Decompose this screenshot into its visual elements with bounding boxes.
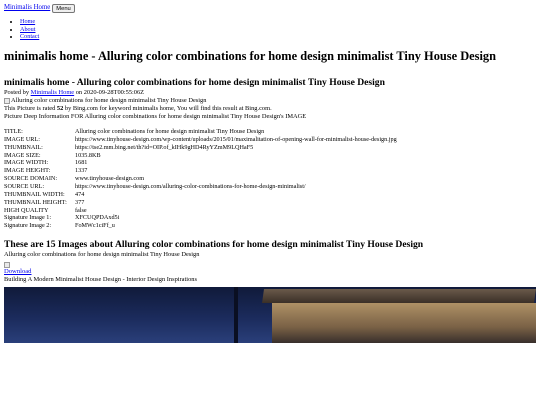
info-row xyxy=(4,214,397,222)
post-date: 2020-09-28T00:55:06Z xyxy=(83,89,145,97)
posted-by-prefix: Posted by xyxy=(4,89,31,97)
deep-info-heading: Picture Deep Information FOR Alluring color combinations for home design minimalist Tiny House Design's IMAGE xyxy=(4,113,307,121)
post-title: minimalis home - Alluring color combinations for home design minimalist Tiny House Design xyxy=(4,77,385,89)
nav-link-about[interactable]: About xyxy=(20,25,36,33)
info-value: www.tinyhouse-design.com xyxy=(75,175,145,183)
download-link[interactable]: Download xyxy=(4,268,32,276)
page-title: minimalis home - Alluring color combinations for home design minimalist Tiny House Design xyxy=(4,49,497,64)
gallery-second-caption: Building A Modern Minimalist House Design - Interior Design Inspirations xyxy=(4,276,197,284)
info-value: false xyxy=(75,206,87,214)
date-prefix: on xyxy=(74,89,84,97)
nav-link-contact[interactable]: Contact xyxy=(20,33,40,41)
info-key: THUMBNAIL HEIGHT: xyxy=(4,198,67,206)
info-row xyxy=(4,159,397,167)
info-key: SOURCE URL: xyxy=(4,183,45,191)
image-info-table xyxy=(4,128,397,230)
info-key: SOURCE DOMAIN: xyxy=(4,175,58,183)
info-row xyxy=(4,175,397,183)
info-row xyxy=(4,167,397,175)
info-value: 1681 xyxy=(75,159,88,167)
main-image-alt-text: Alluring color combinations for home design minimalist Tiny House Design xyxy=(11,97,207,105)
info-value: 1035.8KB xyxy=(75,151,101,159)
info-row xyxy=(4,222,397,230)
rating-value: 52 xyxy=(56,105,64,113)
rating-text xyxy=(4,105,536,113)
info-value: 377 xyxy=(75,198,85,206)
nav-link-home[interactable]: Home xyxy=(20,18,36,25)
top-bar xyxy=(4,3,536,13)
info-key: IMAGE URL: xyxy=(4,135,40,143)
rating-prefix: This Picture is rated xyxy=(4,105,57,113)
rating-suffix: by Bing.com for keyword minimalis home, You will find this result at Bing.com. xyxy=(63,105,272,113)
info-key: THUMBNAIL WIDTH: xyxy=(4,190,65,198)
info-row xyxy=(4,136,397,144)
gallery-first-caption: Alluring color combinations for home design minimalist Tiny House Design xyxy=(4,251,200,259)
broken-image-icon xyxy=(4,98,10,104)
info-key: Signature Image 2: xyxy=(4,222,52,230)
info-row xyxy=(4,128,397,136)
image-info-body xyxy=(4,128,397,230)
main-image xyxy=(4,97,536,105)
info-value: https://www.tinyhouse-design.com/wp-content/uploads/2015/01/maximalitation-of-opening-wall-for-minimalist-house-design.jpg xyxy=(75,135,397,143)
nav-menu xyxy=(4,18,536,41)
house-photo[interactable] xyxy=(4,287,536,343)
author-link[interactable]: Minimalis Home xyxy=(30,89,75,97)
nav-item-about xyxy=(20,26,536,34)
info-value: XFCUQPDAxd5i xyxy=(75,214,120,222)
info-row xyxy=(4,191,397,199)
info-value: 474 xyxy=(75,190,85,198)
post-meta xyxy=(4,89,536,97)
info-row xyxy=(4,152,397,160)
gallery-heading: These are 15 Images about Alluring color combinations for home design minimalist Tiny House Design xyxy=(4,239,424,251)
info-key: THUMBNAIL: xyxy=(4,143,43,151)
info-value: Alluring color combinations for home design minimalist Tiny House Design xyxy=(75,128,265,136)
info-value: FoMWc1ciFf_u xyxy=(75,222,115,230)
info-key: TITLE: xyxy=(4,128,23,136)
info-value: https://www.tinyhouse-design.com/alluring-color-combinations-for-home-design-minimalist/ xyxy=(75,183,306,191)
info-key: HIGH QUALITY xyxy=(4,206,49,214)
photo-lit-facade xyxy=(272,303,536,343)
info-key: Signature Image 1: xyxy=(4,214,52,222)
info-value: https://tse2.mm.bing.net/th?id=OIP.of_kIHk9gHD4RyYZmM9LQHaF5 xyxy=(75,143,254,151)
site-name-link[interactable]: Minimalis Home xyxy=(4,3,51,11)
info-row xyxy=(4,183,397,191)
info-value: 1337 xyxy=(75,167,88,175)
page-wrapper xyxy=(4,3,536,343)
nav-item-home xyxy=(20,18,536,26)
info-row xyxy=(4,207,397,215)
info-row xyxy=(4,144,397,152)
menu-button[interactable]: Menu xyxy=(52,4,75,13)
info-key: IMAGE HEIGHT: xyxy=(4,167,51,175)
info-row xyxy=(4,199,397,207)
nav-item-contact xyxy=(20,33,536,41)
photo-tree-silhouette xyxy=(234,287,238,343)
info-key: IMAGE SIZE: xyxy=(4,151,41,159)
photo-roof xyxy=(262,289,536,303)
info-key: IMAGE WIDTH: xyxy=(4,159,49,167)
